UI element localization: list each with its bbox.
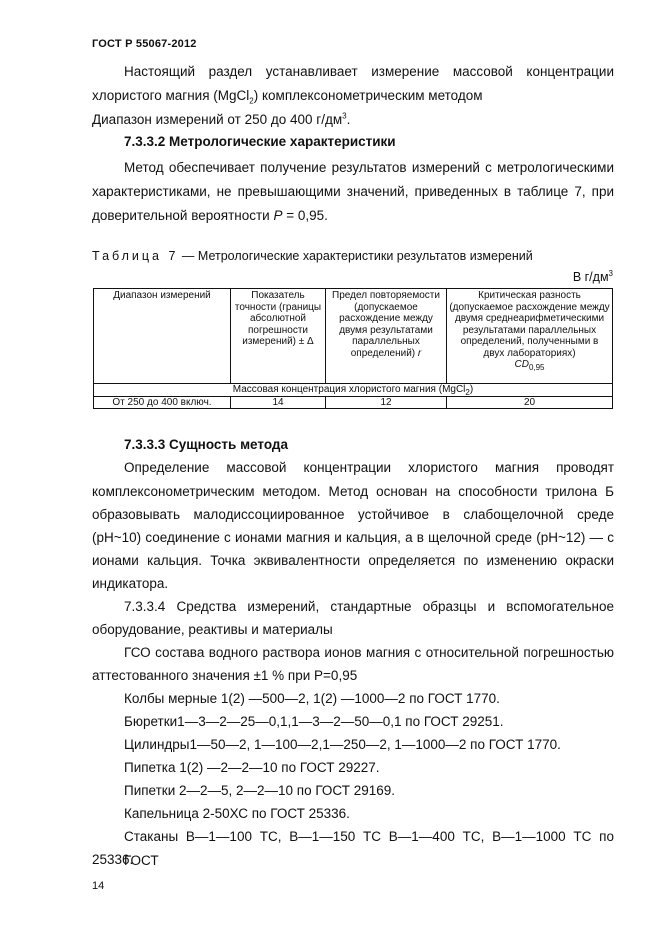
section-7332-line-1: Метод обеспечивает получение результатов измерений с метрологическими [124, 160, 614, 175]
section-7332-heading: 7.3.3.2 Метрологические характеристики [124, 134, 396, 149]
section-7333-heading: 7.3.3.3 Сущность метода [124, 437, 288, 452]
list-item: Пипетка 1(2) —2—2—10 по ГОСТ 29227. [124, 760, 380, 775]
cell-repeatability: 12 [326, 396, 447, 409]
intro-line-2: хлористого магния (MgCl$_2$) комплексонометрическим методом [92, 88, 483, 106]
list-item-last-line-2: 25336. [92, 852, 134, 867]
metrological-table [93, 288, 613, 409]
table-section-row [94, 384, 613, 397]
list-item-last-line-1: Стаканы В—1—100 ТС, В—1—150 ТС В—1—400 ТС, В—1—1000 ТС по ГОСТ [124, 829, 614, 868]
section-7333-line-4: (рН~10) соединение с ионами магния и кальция, а в щелочной среде (рН~12) — с [92, 530, 614, 545]
section-7333-line-5: ионами кальция. Точка эквивалентности определяется по изменению окраски [92, 553, 614, 568]
list-item: Колбы мерные 1(2) —500—2, 1(2) —1000—2 по ГОСТ 1770. [124, 691, 500, 706]
list-item: Бюретки1—3—2—25—0,1,1—3—2—50—0,1 по ГОСТ 29251. [124, 714, 504, 729]
intro-line-3: Диапазон измерений от 250 до 400 $г/дм^3$. [92, 111, 351, 127]
section-label: Массовая концентрация хлористого магния (MgCl$_2$) [94, 384, 613, 397]
header-repeatability: Предел повторяемости (допускаемое расхождение между двумя результатами параллельных определений) r [326, 289, 447, 384]
gso-line-1: ГСО состава водного раствора ионов магния с относительной погрешностью [124, 645, 614, 660]
table-units: В $г/дм^3$ [572, 268, 613, 284]
section-7332-line-3: доверительной вероятности P = 0,95. [92, 208, 328, 223]
section-7333-line-3: образовывать малодиссоциированное устойчивое в слабощелочной среде [92, 507, 614, 522]
header-critical-difference: Критическая разность (допускаемое расхождение между двумя среднеарифметическими результатами параллельных определений, полученными в двух лабораториях) $CD_{0,95}$ [447, 289, 613, 384]
section-7333-line-1: Определение массовой концентрации хлористого магния проводят [124, 460, 614, 475]
table-header-row [94, 289, 613, 384]
section-7334-heading-2: оборудование, реактивы и материалы [92, 622, 333, 637]
cell-critical-difference: 20 [447, 396, 613, 409]
gso-line-2: аттестованного значения ±1 % при Р=0,95 [92, 668, 358, 683]
section-7333-line-6: индикатора. [92, 576, 169, 591]
list-item: Цилиндры1—50—2, 1—100—2,1—250—2, 1—1000—2 по ГОСТ 1770. [124, 737, 561, 752]
page-number: 14 [92, 880, 105, 892]
intro-line-1: Настоящий раздел устанавливает измерение массовой концентрации [124, 64, 614, 79]
table-row [94, 396, 613, 409]
section-7332-line-2: характеристиками, не превышающими значений, приведенных в таблице 7, при [92, 184, 614, 199]
cell-range: От 250 до 400 включ. [94, 396, 231, 409]
cell-accuracy: 14 [231, 396, 326, 409]
table-caption: Таблица 7 — Метрологические характеристики результатов измерений [92, 249, 533, 263]
header-range: Диапазон измерений [94, 289, 231, 384]
document-id: ГОСТ Р 55067-2012 [92, 38, 197, 50]
header-accuracy: Показатель точности (границы абсолютной погрешности измерений) ± Δ [231, 289, 326, 384]
list-item: Капельница 2-50ХС по ГОСТ 25336. [124, 806, 350, 821]
section-7333-line-2: комплексонометрическим методом. Метод основан на способности трилона Б [92, 484, 614, 499]
list-item: Пипетки 2—2—5, 2—2—10 по ГОСТ 29169. [124, 783, 396, 798]
section-7334-heading-1: 7.3.3.4 Средства измерений, стандартные образцы и вспомогательное [124, 599, 614, 614]
